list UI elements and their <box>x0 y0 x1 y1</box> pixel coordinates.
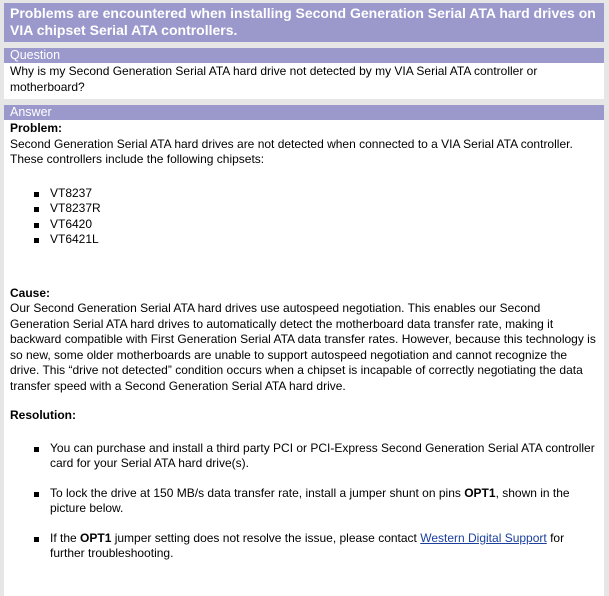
question-heading: Question <box>4 48 604 63</box>
chipset-list <box>10 186 598 248</box>
problem-label: Problem: <box>10 121 63 135</box>
resolution-label: Resolution: <box>10 408 76 422</box>
resolution-item <box>34 531 598 562</box>
answer-body <box>4 120 604 596</box>
problem-text: Second Generation Serial ATA hard drives are not detected when connected to a VIA Serial ATA controller. These controllers include the following chipsets: <box>10 136 573 166</box>
cause-text: Our Second Generation Serial ATA hard drives use autospeed negotiation. This enables our Second Generation Serial ATA hard drives to automatically detect the motherboard data transfer rate, making it backward compatible with First Generation Serial ATA data transfer rates. However, because this technology is so new, some older motherboards are unable to support autospeed negotiation and cannot recognize the drive. This “drive not detected” condition occurs when a chipset is incapable of correctly negotiating the data transfer speed with a Second Generation Serial ATA hard drive. <box>10 301 596 393</box>
chipset-item: VT6420 <box>34 217 598 233</box>
chipset-item: VT6421L <box>34 232 598 248</box>
western-digital-support-link[interactable]: Western Digital Support <box>420 530 547 545</box>
resolution-item-text: for further troubleshooting. <box>50 530 565 560</box>
answer-heading: Answer <box>4 105 604 120</box>
kb-article <box>4 3 604 596</box>
resolution-item <box>34 486 598 517</box>
opt1-label: OPT1 <box>464 485 496 500</box>
opt1-label: OPT1 <box>80 530 112 545</box>
resolution-item-text: jumper setting does not resolve the issue, please contact <box>111 530 421 545</box>
resolution-item-text: To lock the drive at 150 MB/s data transfer rate, install a jumper shunt on pins <box>50 485 465 500</box>
cause-label: Cause: <box>10 285 51 300</box>
resolution-item-text: If the <box>50 530 81 545</box>
resolution-list <box>10 441 598 562</box>
chipset-item: VT8237R <box>34 201 598 217</box>
resolution-item-text: You can purchase and install a third party PCI or PCI-Express Second Generation Serial ATA controller card for your Serial ATA hard drive(s). <box>50 440 595 470</box>
resolution-item <box>34 441 598 472</box>
chipset-item: VT8237 <box>34 186 598 202</box>
question-text: Why is my Second Generation Serial ATA hard drive not detected by my VIA Serial ATA controller or motherboard? <box>4 63 604 99</box>
resolution-section <box>10 408 598 562</box>
resolution-item-text: , shown in the picture below. <box>50 485 570 515</box>
cause-section <box>10 286 598 395</box>
article-title: Problems are encountered when installing Second Generation Serial ATA hard drives on VIA chipset Serial ATA controllers. <box>4 3 604 42</box>
